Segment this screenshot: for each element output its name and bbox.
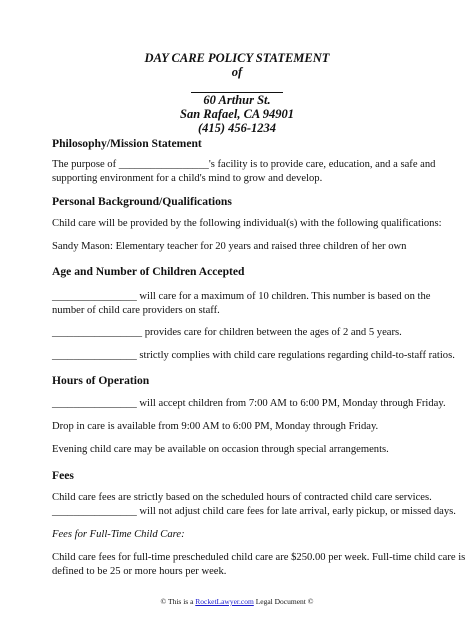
- address-line-1: 60 Arthur St.: [203, 93, 271, 107]
- philosophy-line-1: The purpose of _________________'s facility is to provide care, education, and a safe and: [52, 159, 436, 170]
- background-line-2: Sandy Mason: Elementary teacher for 20 years and raised three children of her own: [52, 241, 407, 252]
- hours-p1: ________________ will accept children from 7:00 AM to 6:00 PM, Monday through Friday.: [52, 398, 446, 409]
- hours-p2: Drop in care is available from 9:00 AM to 6:00 PM, Monday through Friday.: [52, 421, 379, 432]
- age-p1-line-2: number of child care providers on staff.: [52, 305, 220, 316]
- footer-prefix: © This is a: [160, 597, 196, 606]
- heading-background: Personal Background/Qualifications: [52, 195, 232, 208]
- age-p1-line-1: ________________ will care for a maximum of 10 children. This number is based on the: [52, 291, 431, 302]
- heading-philosophy: Philosophy/Mission Statement: [52, 137, 202, 150]
- background-line-1: Child care will be provided by the following individual(s) with the following qualifications:: [52, 218, 442, 229]
- document-title: DAY CARE POLICY STATEMENT: [144, 51, 330, 65]
- footer: [0, 597, 474, 607]
- blank-underline: [191, 82, 283, 93]
- fees-p2-line-2: defined to be 25 or more hours per week.: [52, 566, 227, 577]
- title-of: of: [231, 65, 243, 79]
- age-p3: ________________ strictly complies with child care regulations regarding child-to-staff ratios.: [52, 350, 455, 361]
- heading-fees: Fees: [52, 469, 74, 482]
- philosophy-line-2: supporting environment for a child's mind to grow and develop.: [52, 173, 323, 184]
- fees-p2-line-1: Child care fees for full-time prescheduled child care are $250.00 per week. Full-time child care is: [52, 552, 466, 563]
- fees-p1-line-1: Child care fees are strictly based on the scheduled hours of contracted child care services.: [52, 492, 432, 503]
- fees-subheading: Fees for Full-Time Child Care:: [52, 529, 185, 540]
- age-p2: _________________ provides care for children between the ages of 2 and 5 years.: [52, 327, 402, 338]
- fees-p1-line-2: ________________ will not adjust child care fees for late arrival, early pickup, or missed days.: [52, 506, 456, 517]
- heading-age: Age and Number of Children Accepted: [52, 265, 245, 278]
- footer-rocketlawyer-link[interactable]: RocketLawyer.com: [195, 597, 254, 606]
- title-block: [0, 51, 474, 135]
- phone-number: (415) 456-1234: [197, 121, 277, 135]
- address-line-2: San Rafael, CA 94901: [180, 107, 294, 121]
- footer-suffix: Legal Document ©: [253, 597, 314, 606]
- name-blank-line: [0, 79, 474, 93]
- heading-hours: Hours of Operation: [52, 374, 150, 387]
- hours-p3: Evening child care may be available on occasion through special arrangements.: [52, 444, 389, 455]
